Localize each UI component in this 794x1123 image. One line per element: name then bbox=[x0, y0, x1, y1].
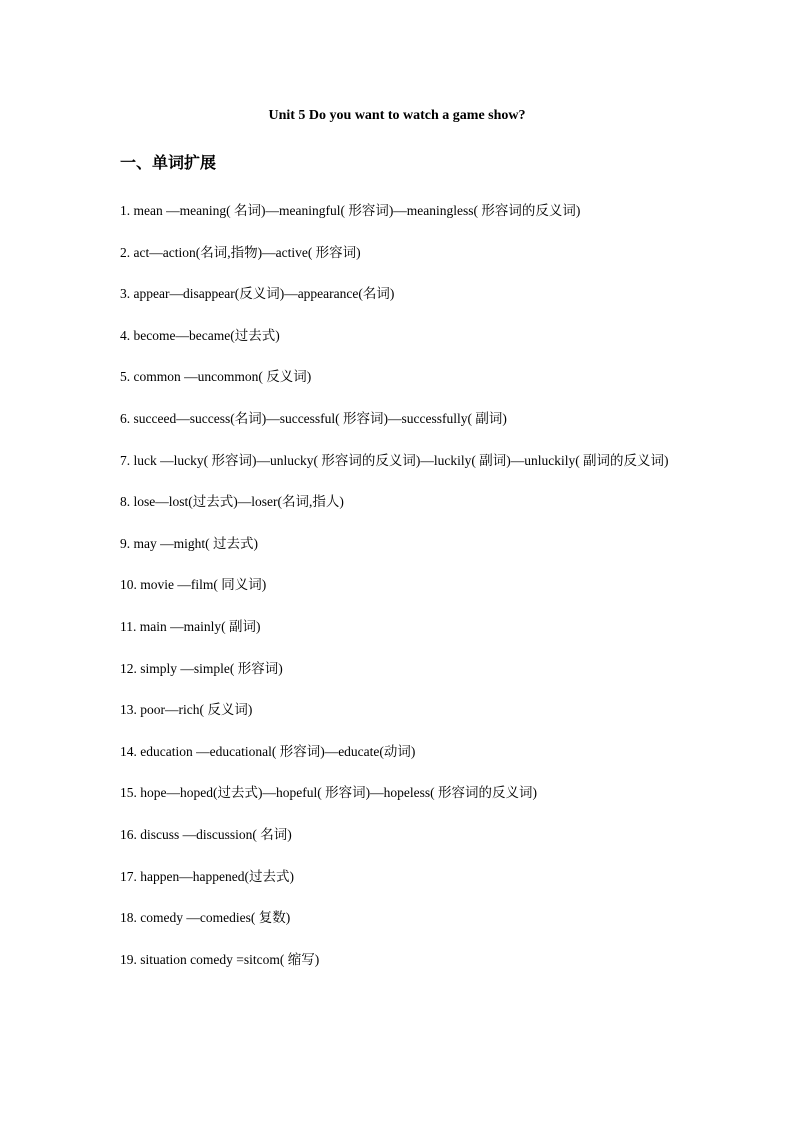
list-item: 15. hope—hoped(过去式)—hopeful( 形容词)—hopeless( 形容词的反义词) bbox=[120, 785, 537, 801]
list-item: 8. lose—lost(过去式)—loser(名词,指人) bbox=[120, 494, 344, 510]
list-item: 16. discuss —discussion( 名词) bbox=[120, 826, 292, 842]
list-item: 2. act—action(名词,指物)—active( 形容词) bbox=[120, 244, 361, 260]
list-item: 19. situation comedy =sitcom( 缩写) bbox=[120, 951, 320, 967]
list-item: 12. simply —simple( 形容词) bbox=[120, 660, 283, 676]
list-item: 17. happen—happened(过去式) bbox=[120, 868, 294, 884]
list-item: 13. poor—rich( 反义词) bbox=[120, 702, 253, 718]
list-item: 5. common —uncommon( 反义词) bbox=[120, 369, 312, 385]
list-item: 1. mean —meaning( 名词)—meaningful( 形容词)—meaningless( 形容词的反义词) bbox=[120, 203, 581, 218]
list-item: 9. may —might( 过去式) bbox=[120, 535, 258, 551]
list-item: 4. become—became(过去式) bbox=[120, 327, 280, 343]
list-item: 18. comedy —comedies( 复数) bbox=[120, 910, 291, 926]
list-item: 14. education —educational( 形容词)—educate(动词) bbox=[120, 743, 416, 759]
section-heading: 一、单词扩展 bbox=[120, 153, 217, 172]
list-item: 7. luck —lucky( 形容词)—unlucky( 形容词的反义词)—luckily( 副词)—unluckily( 副词的反义词) bbox=[120, 452, 669, 468]
list-item: 10. movie —film( 同义词) bbox=[120, 577, 267, 593]
list-item: 6. succeed—success(名词)—successful( 形容词)—successfully( 副词) bbox=[120, 410, 507, 426]
word-expansion-list bbox=[120, 190, 680, 980]
list-item: 11. main —mainly( 副词) bbox=[120, 618, 261, 634]
list-item: 3. appear—disappear(反义词)—appearance(名词) bbox=[120, 286, 395, 302]
document-title: Unit 5 Do you want to watch a game show? bbox=[268, 108, 526, 123]
